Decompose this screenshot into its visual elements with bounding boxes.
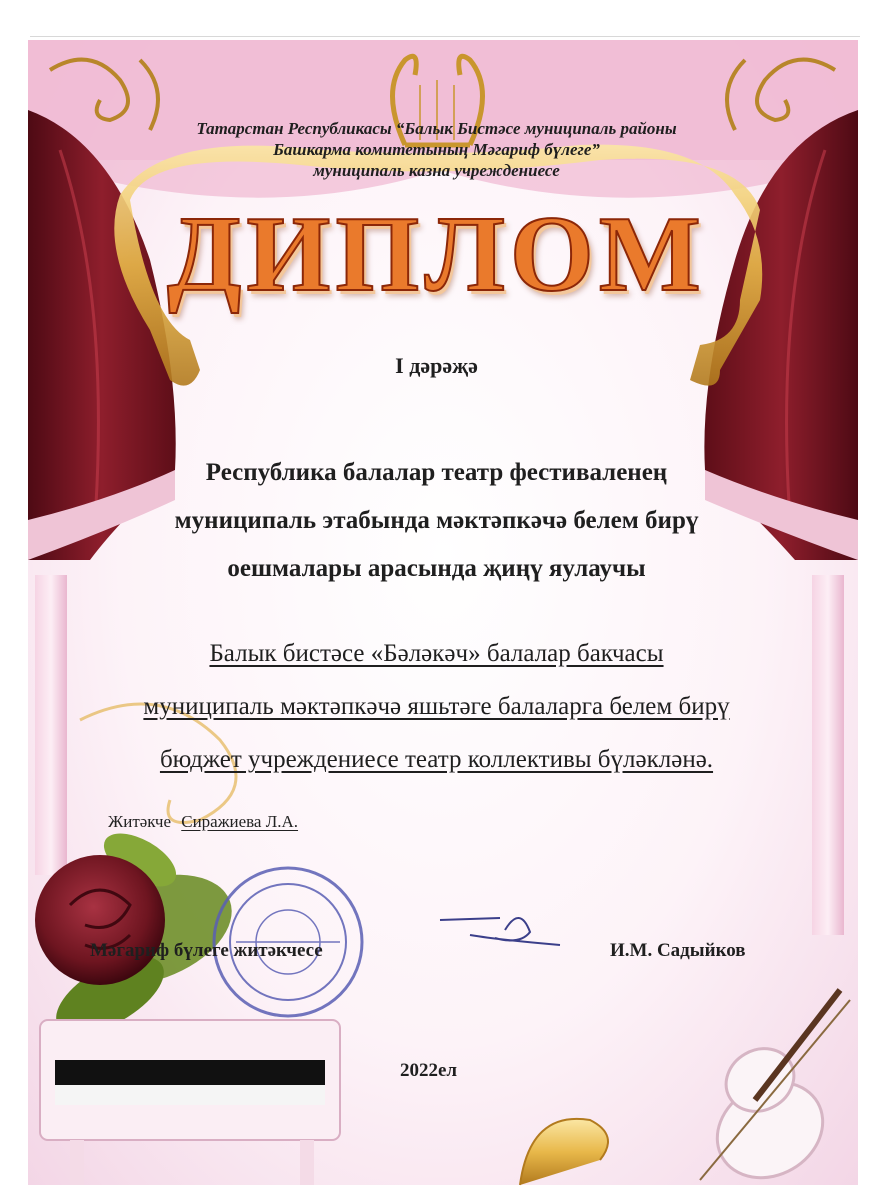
recipient-block [0,627,873,786]
degree-label: I дәрәҗә [395,353,478,378]
signatory-position: Мәгариф бүлеге житәкчесе [90,940,323,961]
recipient-line-3: бюджет учреждениесе театр коллективы бүләкләнә. [159,746,714,773]
issuer-line-2: Башкарма комитетының Мәгариф бүлеге” [273,140,600,159]
issuer-line-1: Татарстан Республикасы “Балык Бистәсе муниципаль районы [196,119,677,138]
achievement-line-3: оешмалары арасында җиңү яулаучы [227,555,646,582]
achievement-line-1: Республика балалар театр фестиваленең [205,459,668,486]
issuer-line-3: муниципаль казна учреждениесе [313,161,560,180]
recipient-line-2: муниципаль мәктәпкәчә яшьтәге балаларга белем бирү [143,693,730,720]
leader-row [108,812,298,832]
leader-label: Житәкче [108,812,171,831]
recipient-line-1: Балык бистәсе «Бәләкәч» балалар бакчасы [209,640,664,667]
signatory-name: И.М. Садыйков [610,940,746,961]
issuer-block [0,118,873,181]
diploma-title: ДИПЛОМ [167,195,706,314]
achievement-block [0,449,873,593]
achievement-line-2: муниципаль этабында мәктәпкәчә белем бирү [174,507,699,534]
issue-year: 2022ел [400,1060,458,1081]
leader-name: Сиражиева Л.А. [181,812,299,831]
